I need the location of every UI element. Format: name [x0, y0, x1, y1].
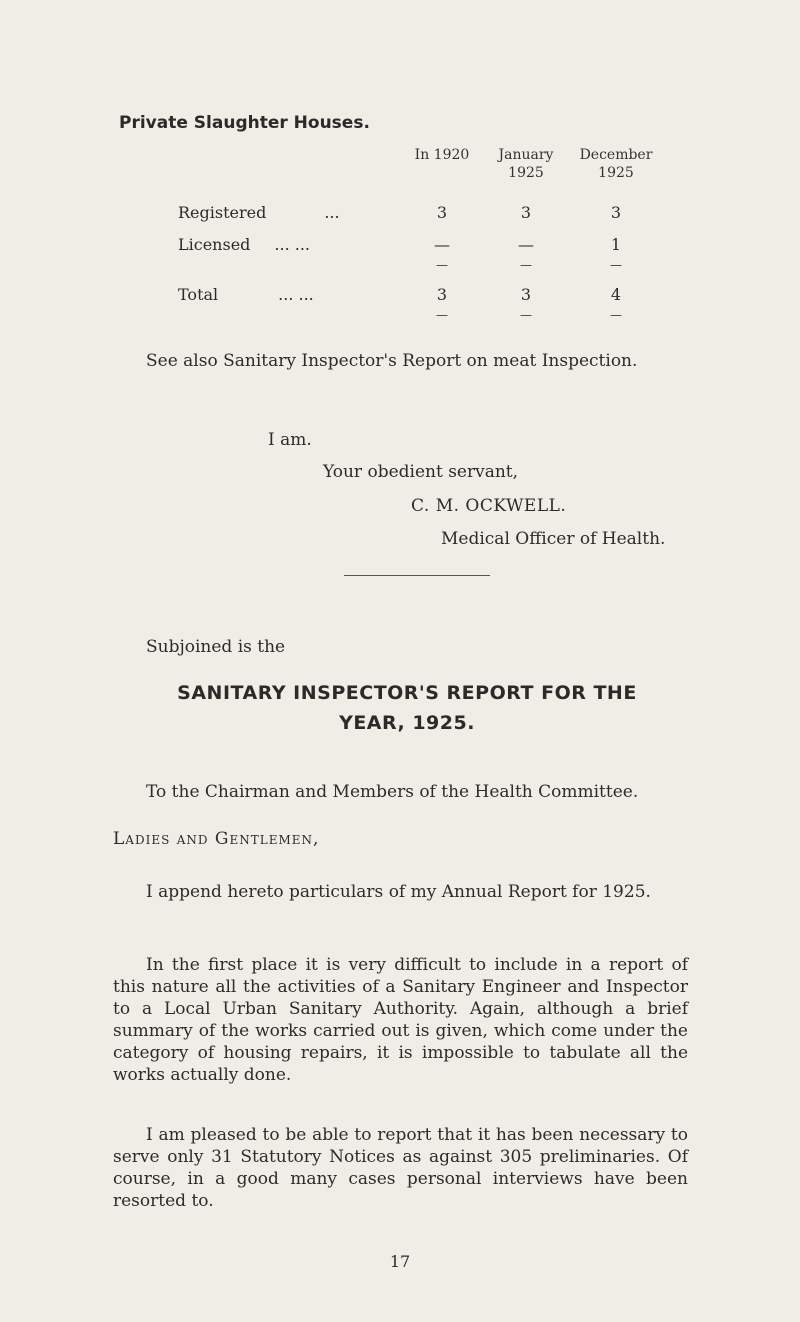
- paragraph: I am pleased to be able to report that it has been necessary to serve only 31 Statutory Notices as against 305 preliminaries. Of course, in a good many cases personal interviews have been resorted to.: [113, 1125, 688, 1211]
- table-rule: —: [520, 308, 532, 322]
- table-header-row: [178, 146, 664, 182]
- paragraph: In the first place it is very difficult to include in a report of this nature all the activities of a Sanitary Engineer and Inspector to a Local Urban Sanitary Authority. Again, although a brief summary of the works carried out is given, which come under the category of housing repairs, it is impossible to tabulate all the works actually done.: [113, 955, 688, 1085]
- row-label: Total: [178, 284, 219, 304]
- closing-servant: Your obedient servant,: [323, 462, 519, 482]
- closing-i-am: I am.: [268, 430, 312, 450]
- table-row: [178, 278, 664, 310]
- signatory-title: Medical Officer of Health.: [441, 529, 666, 549]
- row-label: Licensed: [178, 234, 251, 254]
- table-cell: 4: [610, 284, 622, 304]
- table-row: [178, 228, 664, 260]
- table-rule: —: [520, 258, 532, 272]
- table-rule: —: [610, 258, 622, 272]
- row-label: Registered: [178, 202, 267, 222]
- row-leader: ... ...: [274, 234, 311, 254]
- table-rule-row: [178, 310, 664, 320]
- table-rule: —: [610, 308, 622, 322]
- table-cell: 3: [436, 202, 448, 222]
- table-rule-row: [178, 260, 664, 270]
- row-leader: ...: [324, 202, 340, 222]
- page-number: 17: [389, 1252, 411, 1271]
- column-header: December 1925: [579, 147, 653, 181]
- table-rule: —: [436, 258, 448, 272]
- column-header: In 1920: [414, 147, 470, 163]
- table-rule: —: [436, 308, 448, 322]
- paragraph: I append hereto particulars of my Annual Report for 1925.: [146, 882, 651, 902]
- table-row: [178, 196, 664, 228]
- table-cell: —: [518, 234, 534, 254]
- row-leader: ... ...: [278, 284, 314, 304]
- signatory-name: C. M. OCKWELL.: [411, 496, 567, 516]
- report-title-line-1: SANITARY INSPECTOR'S REPORT FOR THE: [177, 682, 637, 704]
- table-cell: 3: [436, 284, 448, 304]
- column-header: January 1925: [498, 147, 554, 181]
- table-cell: 3: [520, 202, 532, 222]
- see-also-paragraph: See also Sanitary Inspector's Report on meat Inspection.: [146, 351, 638, 371]
- address-line: To the Chairman and Members of the Health Committee.: [146, 782, 639, 802]
- slaughter-houses-table: [178, 146, 664, 320]
- table-cell: 3: [610, 202, 622, 222]
- separator-rule: [344, 575, 490, 576]
- table-cell: —: [434, 234, 450, 254]
- report-title-line-2: YEAR, 1925.: [339, 712, 475, 734]
- table-cell: 1: [610, 234, 622, 254]
- salutation: Ladies and Gentlemen,: [113, 829, 320, 849]
- section-title: Private Slaughter Houses.: [119, 113, 370, 133]
- subjoined-text: Subjoined is the: [146, 637, 286, 657]
- table-cell: 3: [520, 284, 532, 304]
